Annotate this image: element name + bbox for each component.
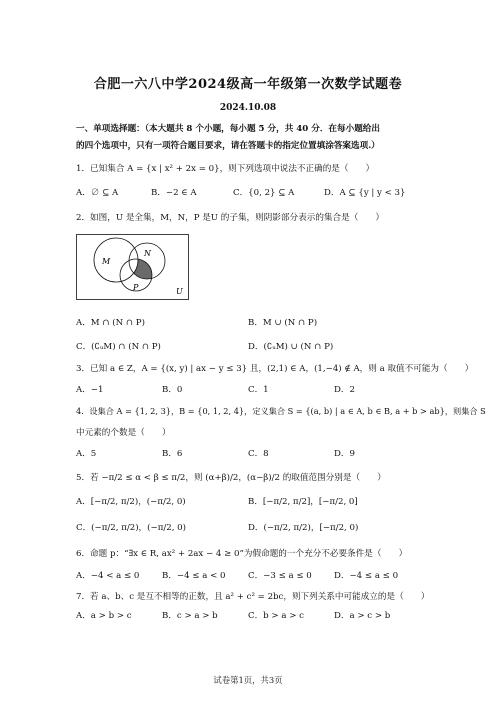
q5-option-a: A．[−π/2, π/2)，(−π/2, 0): [76, 497, 186, 507]
question-7-stem: 7．若 a、b、c 是互不相等的正数，且 a² + c² = 2bc，则下列关系中可能成立的是（ ）: [76, 592, 430, 602]
q3-option-d: D．2: [334, 385, 355, 395]
q6-option-b: B．−4 ≤ a < 0: [162, 571, 226, 581]
question-1-stem: 1．已知集合 A = {x | x² + 2x = 0}，则下列选项中说法不正确的是（ ）: [76, 164, 375, 174]
q2-option-c: C．(∁ᵤM) ∩ (N ∩ P): [76, 342, 161, 352]
q7-option-b: B．c > a > b: [162, 611, 218, 621]
question-3-stem: 3．已知 a ∈ Z，A = {(x, y) | ax − y ≤ 3} 且，(2,1) ∈ A，(1,−4) ∉ A，则 a 取值不可能为（ ）: [76, 364, 474, 374]
q1-option-d: D．A ⊆ {y | y < 3}: [324, 188, 406, 198]
venn-label-p: P: [133, 283, 139, 292]
q6-option-c: C．−3 ≤ a ≤ 0: [248, 571, 312, 581]
q3-option-b: B．0: [162, 385, 183, 395]
q7-option-a: A．a > b > c: [76, 611, 132, 621]
q1-option-a: A．∅ ⊆ A: [76, 188, 119, 198]
q2-option-a: A．M ∩ (N ∩ P): [76, 318, 145, 328]
exam-date: 2024.10.08: [219, 103, 277, 113]
venn-diagram: [76, 234, 189, 300]
exam-title: 合肥一六八中学2024级高一年级第一次数学试题卷: [93, 77, 403, 92]
question-4-stem-line1: 4．设集合 A = {1, 2, 3}，B = {0, 1, 2, 4}，定义集合 S = {(a, b) | a ∈ A, b ∈ B, a + b > ab}，则集合 S: [76, 406, 486, 416]
q3-option-a: A．−1: [76, 385, 104, 395]
question-5-stem: 5．若 −π/2 ≤ α < β ≤ π/2，则 (α+β)/2，(α−β)/2 的取值范围分别是（ ）: [76, 473, 386, 483]
venn-label-u: U: [176, 287, 183, 296]
q2-option-d: D．(∁ᵤM) ∪ (N ∩ P): [248, 342, 334, 352]
venn-label-n: N: [144, 249, 151, 258]
q5-option-b: B．[−π/2, π/2]，[−π/2, 0]: [248, 497, 358, 507]
venn-label-m: M: [102, 257, 111, 266]
question-4-stem-line2: 中元素的个数是（ ）: [76, 428, 171, 438]
section-heading-line2: 的四个选项中，只有一项符合题目要求，请在答题卡的指定位置填涂答案选项.）: [76, 141, 380, 151]
q4-option-b: B．6: [162, 449, 183, 459]
q6-option-d: D．−4 ≤ a ≤ 0: [334, 571, 399, 581]
question-2-stem: 2．如图，U 是全集，M，N，P 是U 的子集，则阴影部分表示的集合是（ ）: [76, 213, 385, 223]
page-footer: 试卷第1页，共3页: [213, 675, 283, 685]
q4-option-a: A．5: [76, 449, 97, 459]
q7-option-d: D．a > c > b: [334, 611, 391, 621]
q7-option-c: C．b > a > c: [248, 611, 304, 621]
q4-option-d: D．9: [334, 449, 355, 459]
q1-option-b: B．−2 ∈ A: [151, 188, 197, 198]
q5-option-d: D．(−π/2, π/2)，[−π/2, 0): [248, 523, 359, 533]
q2-option-b: B．M ∪ (N ∩ P): [248, 318, 318, 328]
q6-option-a: A．−4 < a ≤ 0: [76, 571, 140, 581]
section-heading-line1: 一、单项选择题：（本大题共 8 个小题，每小题 5 分，共 40 分．在每小题给出: [76, 124, 380, 134]
q4-option-c: C．8: [248, 449, 269, 459]
q1-option-c: C．{0, 2} ⊆ A: [233, 188, 295, 198]
q5-option-c: C．(−π/2, π/2)，(−π/2, 0): [76, 523, 187, 533]
question-6-stem: 6．命题 p：“∃x ∈ R, ax² + 2ax − 4 ≥ 0”为假命题的一个充分不必要条件是（ ）: [76, 549, 408, 559]
q3-option-c: C．1: [248, 385, 269, 395]
